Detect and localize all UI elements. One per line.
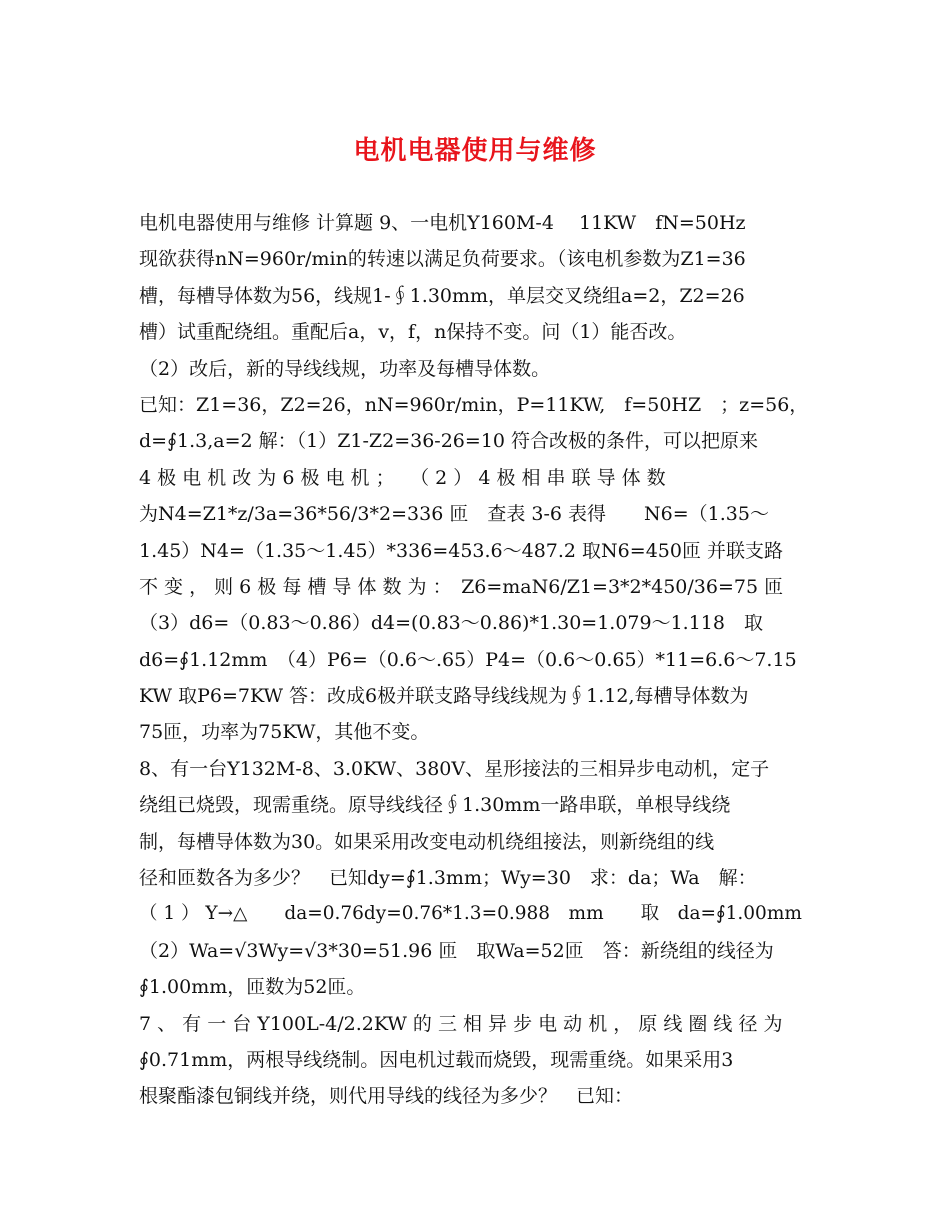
text-line: 为N4=Z1*z/3a=36*56/3*2=336 匝 查表 3-6 表得 N6=（1.35～ <box>139 503 769 526</box>
text-line: （2）Wa=√3Wy=√3*30=51.96 匝 取Wa=52匝 答：新绕组的线径为 <box>139 939 774 962</box>
text-line: 槽）试重配绕组。重配后a，v，f，n保持不变。问（1）能否改。 <box>139 321 687 344</box>
text-line: 绕组已烧毁，现需重绕。原导线线径∮1.30mm一路串联，单根导线绕 <box>139 794 731 817</box>
text-line: 已知：Z1=36，Z2=26，nN=960r/min，P=11KW, f=50HZ ；z=56， <box>139 393 809 416</box>
text-line: ∮0.71mm，两根导线绕制。因电机过载而烧毁，现需重绕。如果采用3 <box>139 1048 734 1071</box>
text-line: 槽，每槽导体数为56，线规1-∮1.30mm，单层交叉绕组a=2，Z2=26 <box>139 284 745 307</box>
text-line: d6=∮1.12mm （4）P6=（0.6～.65）P4=（0.6～0.65）*11=6.6～7.15 <box>139 648 797 671</box>
text-line: 8、有一台Y132M-8、3.0KW、380V、星形接法的三相异步电动机，定子 <box>139 757 770 780</box>
text-line: 75匝，功率为75KW，其他不变。 <box>139 721 430 744</box>
text-line: 7 、 有 一 台 Y100L-4/2.2KW 的 三 相 异 步 电 动 机 ， 原 线 圈 线 径 为 <box>139 1012 783 1035</box>
text-line: （2）改后，新的导线线规，功率及每槽导体数。 <box>139 357 551 380</box>
text-line: d=∮1.3,a=2 解：（1）Z1-Z2=36-26=10 符合改极的条件，可以把原来 <box>139 430 759 453</box>
document-title: 电机电器使用与维修 <box>353 136 597 166</box>
text-line: 1.45）N4=（1.35～1.45）*336=453.6～487.2 取N6=450匝 并联支路 <box>139 539 783 562</box>
text-line: 径和匝数各为多少？ 已知dy=∮1.3mm；Wy=30 求：da；Wa 解： <box>139 867 757 890</box>
text-line: KW 取P6=7KW 答：改成6极并联支路导线线规为∮1.12,每槽导体数为 <box>139 685 749 708</box>
text-line: 电机电器使用与维修 计算题 9、一电机Y160M-4 11KW fN=50Hz <box>139 212 746 234</box>
document-body <box>139 205 815 1115</box>
text-line: （ 1 ） Y→△ da=0.76dy=0.76*1.3=0.988 mm 取 da=∮1.00mm <box>139 903 802 925</box>
text-line: （3）d6=（0.83～0.86）d4=(0.83～0.86)*1.30=1.079～1.118 取 <box>139 612 763 635</box>
text-line: 现欲获得nN=960r/min的转速以满足负荷要求。（该电机参数为Z1=36 <box>139 248 746 271</box>
text-line: ∮1.00mm，匝数为52匝。 <box>139 976 366 999</box>
text-line: 不 变 ， 则 6 极 每 槽 导 体 数 为 ： Z6=maN6/Z1=3*2*450/36=75 匝 <box>139 575 784 598</box>
text-line: 4 极 电 机 改 为 6 极 电 机 ； （ 2 ） 4 极 相 串 联 导 体 数 <box>139 466 666 489</box>
text-line: 根聚酯漆包铜线并绕，则代用导线的线径为多少？ 已知： <box>139 1085 634 1108</box>
text-line: 制，每槽导体数为30。如果采用改变电动机绕组接法，则新绕组的线 <box>139 830 715 853</box>
